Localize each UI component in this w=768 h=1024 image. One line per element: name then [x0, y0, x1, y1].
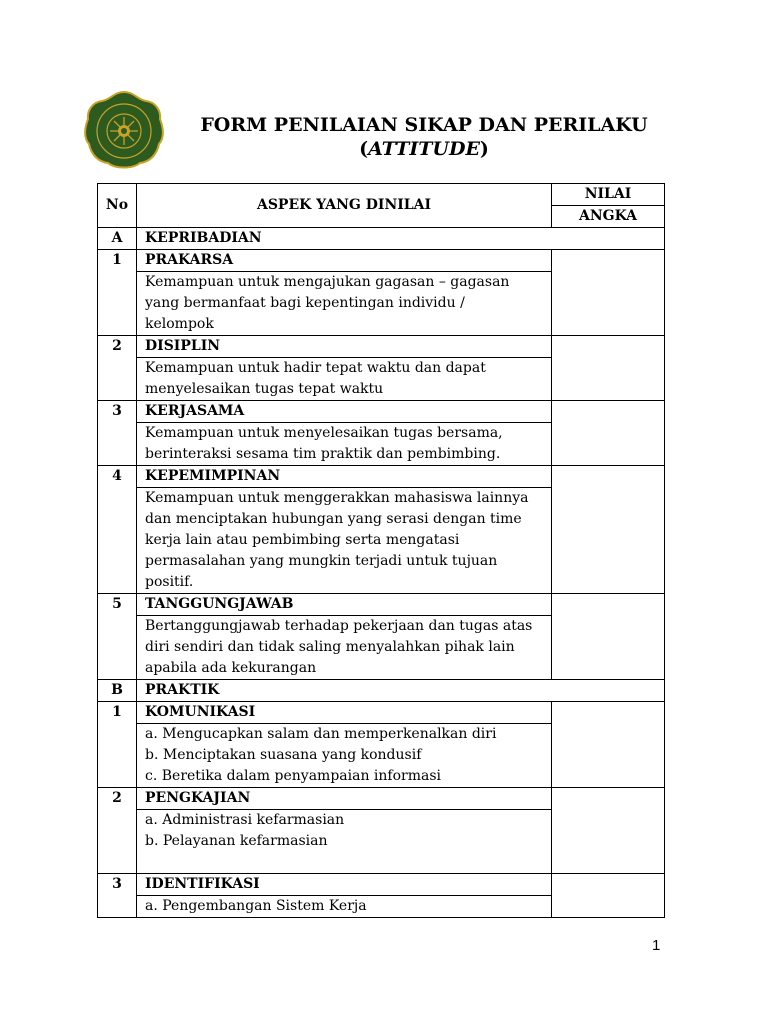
- university-logo: [79, 91, 169, 171]
- section-label: PRAKTIK: [137, 680, 665, 702]
- section-no: A: [98, 228, 137, 250]
- description-line: kerja lain atau pembimbing serta mengatasi: [145, 532, 460, 548]
- item-title: DISIPLIN: [137, 336, 552, 358]
- item-title: KOMUNIKASI: [137, 702, 552, 724]
- description-line: apabila ada kekurangan: [145, 660, 317, 676]
- score-cell[interactable]: [552, 788, 665, 874]
- description-line: b. Pelayanan kefarmasian: [145, 833, 328, 849]
- item-number: 5: [98, 594, 137, 680]
- item-title: KERJASAMA: [137, 401, 552, 423]
- description-line: Kemampuan untuk hadir tepat waktu dan dapat: [145, 360, 486, 376]
- score-cell[interactable]: [552, 874, 665, 918]
- description-line: positif.: [145, 574, 194, 590]
- description-line: b. Menciptakan suasana yang kondusif: [145, 747, 422, 763]
- item-title: KEPEMIMPINAN: [137, 466, 552, 488]
- description-line: berinteraksi sesama tim praktik dan pembimbing.: [145, 446, 501, 462]
- item-number: 3: [98, 401, 137, 466]
- item-number: 1: [98, 250, 137, 336]
- page-number: 1: [652, 937, 661, 954]
- description-line: menyelesaikan tugas tepat waktu: [145, 381, 384, 397]
- section-no: B: [98, 680, 137, 702]
- item-description: [137, 488, 552, 594]
- description-line: permasalahan yang mungkin terjadi untuk tujuan: [145, 553, 498, 569]
- item-number: 3: [98, 874, 137, 918]
- description-line: Kemampuan untuk menggerakkan mahasiswa lainnya: [145, 490, 529, 506]
- score-cell[interactable]: [552, 250, 665, 336]
- form-subtitle: (ATTITUDE): [359, 138, 489, 160]
- description-line: yang bermanfaat bagi kepentingan individu /: [145, 295, 465, 311]
- description-line: Kemampuan untuk mengajukan gagasan – gagasan: [145, 274, 510, 290]
- description-line: dan menciptakan hubungan yang serasi dengan time: [145, 511, 522, 527]
- score-cell[interactable]: [552, 594, 665, 680]
- item-title: PENGKAJIAN: [137, 788, 552, 810]
- header-aspek: ASPEK YANG DINILAI: [137, 184, 552, 228]
- item-description: [137, 358, 552, 401]
- item-number: 2: [98, 336, 137, 401]
- header-nilai: NILAI: [552, 184, 665, 206]
- item-number: 4: [98, 466, 137, 594]
- score-cell[interactable]: [552, 702, 665, 788]
- description-line: a. Mengucapkan salam dan memperkenalkan diri: [145, 726, 497, 742]
- assessment-table: [97, 183, 665, 918]
- item-description: [137, 724, 552, 788]
- form-title: FORM PENILAIAN SIKAP DAN PERILAKU: [200, 114, 648, 136]
- item-title: PRAKARSA: [137, 250, 552, 272]
- description-line: diri sendiri dan tidak saling menyalahkan pihak lain: [145, 639, 515, 655]
- section-label: KEPRIBADIAN: [137, 228, 665, 250]
- description-line: kelompok: [145, 316, 214, 332]
- item-description: [137, 810, 552, 874]
- description-line: a. Administrasi kefarmasian: [145, 812, 345, 828]
- item-description: [137, 616, 552, 680]
- header-angka: ANGKA: [552, 206, 665, 228]
- item-description: [137, 272, 552, 336]
- description-line: a. Pengembangan Sistem Kerja: [145, 898, 367, 914]
- description-line: Kemampuan untuk menyelesaikan tugas bersama,: [145, 425, 503, 441]
- score-cell[interactable]: [552, 401, 665, 466]
- item-title: IDENTIFIKASI: [137, 874, 552, 896]
- item-title: TANGGUNGJAWAB: [137, 594, 552, 616]
- header-no: No: [98, 184, 137, 228]
- description-line: Bertanggungjawab terhadap pekerjaan dan tugas atas: [145, 618, 533, 634]
- item-description: [137, 423, 552, 466]
- item-description: [137, 896, 552, 918]
- score-cell[interactable]: [552, 466, 665, 594]
- item-number: 1: [98, 702, 137, 788]
- item-number: 2: [98, 788, 137, 874]
- score-cell[interactable]: [552, 336, 665, 401]
- description-line: c. Beretika dalam penyampaian informasi: [145, 768, 442, 784]
